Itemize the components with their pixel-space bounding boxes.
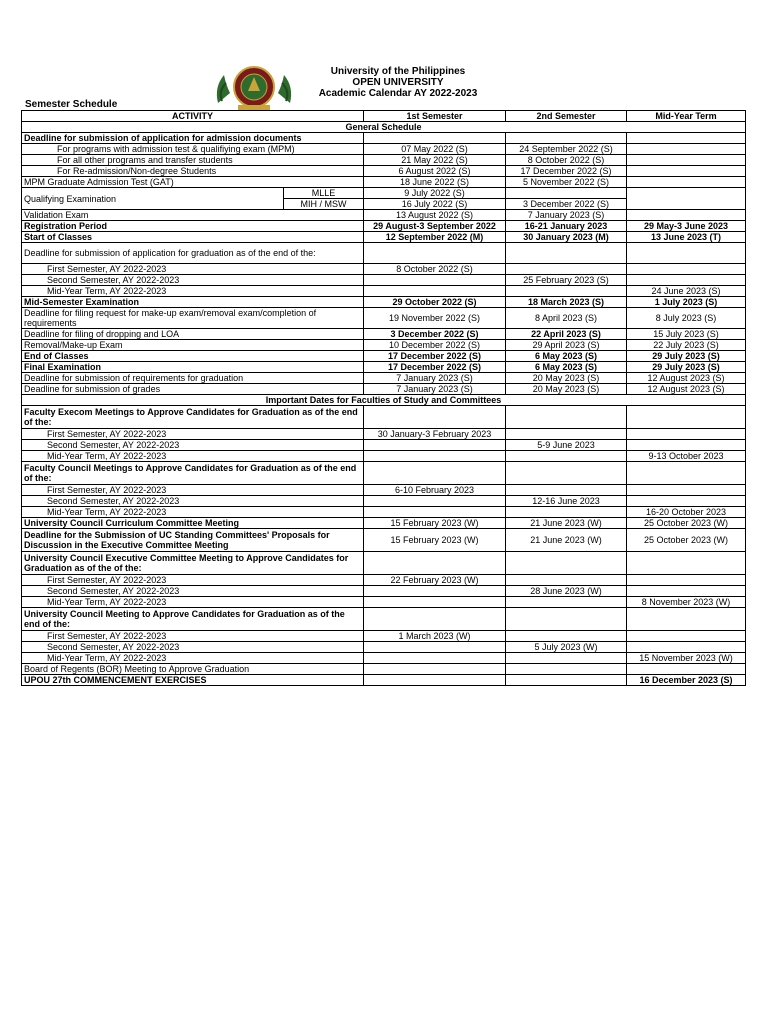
sem2-cell bbox=[506, 243, 627, 264]
table-row bbox=[22, 351, 746, 362]
sem1-cell bbox=[364, 406, 506, 429]
sem2-cell: 22 April 2023 (S) bbox=[506, 329, 627, 340]
sem1-cell bbox=[364, 664, 506, 675]
sem1-cell: 7 January 2023 (S) bbox=[364, 384, 506, 395]
midyear-cell: 13 June 2023 (T) bbox=[627, 232, 746, 243]
table-row bbox=[22, 631, 746, 642]
midyear-cell: 9-13 October 2023 bbox=[627, 451, 746, 462]
midyear-cell bbox=[627, 275, 746, 286]
midyear-cell bbox=[627, 243, 746, 264]
sem1-cell: 18 June 2022 (S) bbox=[364, 177, 506, 188]
table-row bbox=[22, 675, 746, 686]
sem2-cell: 21 June 2023 (W) bbox=[506, 529, 627, 552]
midyear-cell: 25 October 2023 (W) bbox=[627, 529, 746, 552]
activity-cell: MPM Graduate Admission Test (GAT) bbox=[22, 177, 364, 188]
activity-cell: Faculty Council Meetings to Approve Candidates for Graduation as of the end of the: bbox=[22, 462, 364, 485]
sem1-cell: 29 August-3 September 2022 bbox=[364, 221, 506, 232]
activity-cell: Start of Classes bbox=[22, 232, 364, 243]
midyear-cell bbox=[627, 664, 746, 675]
table-row bbox=[22, 329, 746, 340]
midyear-cell: 12 August 2023 (S) bbox=[627, 373, 746, 384]
activity-cell: Qualifying Examination bbox=[22, 188, 284, 210]
table-row bbox=[22, 264, 746, 275]
semester-schedule-label: Semester Schedule bbox=[25, 99, 118, 110]
sem1-cell: 15 February 2023 (W) bbox=[364, 529, 506, 552]
table-row bbox=[22, 507, 746, 518]
sem1-cell bbox=[364, 133, 506, 144]
table-row bbox=[22, 653, 746, 664]
sem2-cell: 6 May 2023 (S) bbox=[506, 362, 627, 373]
table-row bbox=[22, 406, 746, 429]
midyear-cell bbox=[627, 406, 746, 429]
midyear-cell: 15 November 2023 (W) bbox=[627, 653, 746, 664]
midyear-cell: 29 July 2023 (S) bbox=[627, 362, 746, 373]
header-calendar-title: Academic Calendar AY 2022-2023 bbox=[318, 88, 478, 99]
sem2-cell bbox=[506, 552, 627, 575]
midyear-cell bbox=[627, 440, 746, 451]
table-row bbox=[22, 552, 746, 575]
table-row bbox=[22, 155, 746, 166]
table-row bbox=[22, 586, 746, 597]
midyear-cell bbox=[627, 642, 746, 653]
sem2-cell: 20 May 2023 (S) bbox=[506, 384, 627, 395]
table-row bbox=[22, 243, 746, 264]
sem2-cell bbox=[506, 675, 627, 686]
sem1-cell bbox=[364, 653, 506, 664]
activity-cell: First Semester, AY 2022-2023 bbox=[22, 264, 364, 275]
activity-cell: UPOU 27th COMMENCEMENT EXERCISES bbox=[22, 675, 364, 686]
table-row bbox=[22, 166, 746, 177]
activity-cell: University Council Executive Committee Meeting to Approve Candidates for Graduation as of the of the: bbox=[22, 552, 364, 575]
sem1-cell: 16 July 2022 (S) bbox=[364, 199, 506, 210]
table-row bbox=[22, 133, 746, 144]
col-sem2: 2nd Semester bbox=[506, 111, 627, 122]
activity-cell: For Re-admission/Non-degree Students bbox=[22, 166, 364, 177]
sem2-cell bbox=[506, 133, 627, 144]
activity-cell: Mid-Year Term, AY 2022-2023 bbox=[22, 653, 364, 664]
midyear-cell: 15 July 2023 (S) bbox=[627, 329, 746, 340]
sem2-cell bbox=[506, 462, 627, 485]
sem2-cell: 17 December 2022 (S) bbox=[506, 166, 627, 177]
table-row bbox=[22, 597, 746, 608]
midyear-cell bbox=[627, 575, 746, 586]
midyear-cell bbox=[627, 133, 746, 144]
midyear-cell bbox=[627, 429, 746, 440]
sem1-cell: 21 May 2022 (S) bbox=[364, 155, 506, 166]
sem2-cell bbox=[506, 597, 627, 608]
activity-cell: Removal/Make-up Exam bbox=[22, 340, 364, 351]
sem2-cell bbox=[506, 575, 627, 586]
activity-cell: Mid-Year Term, AY 2022-2023 bbox=[22, 451, 364, 462]
midyear-cell: 24 June 2023 (S) bbox=[627, 286, 746, 297]
sem1-cell: 12 September 2022 (M) bbox=[364, 232, 506, 243]
sem1-cell bbox=[364, 507, 506, 518]
table-row bbox=[22, 177, 746, 188]
midyear-cell: 16 December 2023 (S) bbox=[627, 675, 746, 686]
midyear-cell bbox=[627, 496, 746, 507]
up-seal-logo bbox=[212, 63, 296, 111]
table-row bbox=[22, 462, 746, 485]
sem2-cell bbox=[506, 631, 627, 642]
midyear-cell bbox=[627, 485, 746, 496]
activity-cell: Deadline for submission of requirements for graduation bbox=[22, 373, 364, 384]
activity-cell: First Semester, AY 2022-2023 bbox=[22, 575, 364, 586]
sem1-cell bbox=[364, 586, 506, 597]
midyear-cell: 22 July 2023 (S) bbox=[627, 340, 746, 351]
midyear-cell: 16-20 October 2023 bbox=[627, 507, 746, 518]
qualifying-sub-label: MIH / MSW bbox=[284, 199, 364, 210]
sem1-cell: 07 May 2022 (S) bbox=[364, 144, 506, 155]
activity-cell: First Semester, AY 2022-2023 bbox=[22, 429, 364, 440]
sem2-cell bbox=[506, 485, 627, 496]
table-row bbox=[22, 232, 746, 243]
table-row bbox=[22, 221, 746, 232]
sem2-cell: 30 January 2023 (M) bbox=[506, 232, 627, 243]
activity-cell: Deadline for submission of grades bbox=[22, 384, 364, 395]
sem1-cell: 6-10 February 2023 bbox=[364, 485, 506, 496]
midyear-cell: 29 July 2023 (S) bbox=[627, 351, 746, 362]
table-row bbox=[22, 210, 746, 221]
sem2-cell: 8 October 2022 (S) bbox=[506, 155, 627, 166]
midyear-cell bbox=[627, 462, 746, 485]
table-row bbox=[22, 144, 746, 155]
sem1-cell: 17 December 2022 (S) bbox=[364, 351, 506, 362]
sem2-cell bbox=[506, 264, 627, 275]
table-row bbox=[22, 373, 746, 384]
midyear-cell bbox=[627, 144, 746, 155]
sem1-cell: 1 March 2023 (W) bbox=[364, 631, 506, 642]
section-title: Important Dates for Faculties of Study and Committees bbox=[22, 395, 746, 406]
sem2-cell: 29 April 2023 (S) bbox=[506, 340, 627, 351]
table-row bbox=[22, 362, 746, 373]
sem1-cell: 15 February 2023 (W) bbox=[364, 518, 506, 529]
sem1-cell bbox=[364, 597, 506, 608]
sem1-cell: 22 February 2023 (W) bbox=[364, 575, 506, 586]
sem2-cell bbox=[506, 429, 627, 440]
sem2-cell: 3 December 2022 (S) bbox=[506, 199, 627, 210]
table-row bbox=[22, 529, 746, 552]
sem2-cell bbox=[506, 451, 627, 462]
section-general bbox=[22, 122, 746, 133]
sem1-cell: 29 October 2022 (S) bbox=[364, 297, 506, 308]
sem1-cell bbox=[364, 642, 506, 653]
sem1-cell: 9 July 2022 (S) bbox=[364, 188, 506, 199]
table-row bbox=[22, 451, 746, 462]
midyear-cell bbox=[627, 177, 746, 188]
sem2-cell: 12-16 June 2023 bbox=[506, 496, 627, 507]
sem2-cell: 6 May 2023 (S) bbox=[506, 351, 627, 362]
table-row bbox=[22, 575, 746, 586]
table-header-row bbox=[22, 111, 746, 122]
sem2-cell: 7 January 2023 (S) bbox=[506, 210, 627, 221]
sem2-cell bbox=[506, 188, 627, 199]
sem1-cell: 6 August 2022 (S) bbox=[364, 166, 506, 177]
sem2-cell bbox=[506, 507, 627, 518]
sem1-cell bbox=[364, 275, 506, 286]
sem2-cell bbox=[506, 608, 627, 631]
sem2-cell bbox=[506, 653, 627, 664]
midyear-cell: 12 August 2023 (S) bbox=[627, 384, 746, 395]
activity-cell: Faculty Execom Meetings to Approve Candidates for Graduation as of the end of the: bbox=[22, 406, 364, 429]
activity-cell: Mid-Year Term, AY 2022-2023 bbox=[22, 597, 364, 608]
activity-cell: Validation Exam bbox=[22, 210, 364, 221]
table-row bbox=[22, 642, 746, 653]
midyear-cell bbox=[627, 608, 746, 631]
table-row bbox=[22, 664, 746, 675]
midyear-cell: 8 November 2023 (W) bbox=[627, 597, 746, 608]
col-midyear: Mid-Year Term bbox=[627, 111, 746, 122]
sem1-cell: 17 December 2022 (S) bbox=[364, 362, 506, 373]
sem1-cell bbox=[364, 496, 506, 507]
midyear-cell bbox=[627, 188, 746, 210]
sem2-cell: 18 March 2023 (S) bbox=[506, 297, 627, 308]
activity-cell: Mid-Semester Examination bbox=[22, 297, 364, 308]
activity-cell: For all other programs and transfer students bbox=[22, 155, 364, 166]
activity-cell: Board of Regents (BOR) Meeting to Approve Graduation bbox=[22, 664, 364, 675]
midyear-cell bbox=[627, 264, 746, 275]
activity-cell: Final Examination bbox=[22, 362, 364, 373]
midyear-cell bbox=[627, 155, 746, 166]
activity-cell: Second Semester, AY 2022-2023 bbox=[22, 275, 364, 286]
midyear-cell bbox=[627, 631, 746, 642]
sem2-cell bbox=[506, 664, 627, 675]
sem1-cell: 19 November 2022 (S) bbox=[364, 308, 506, 329]
academic-calendar-table bbox=[21, 110, 746, 686]
activity-cell: Second Semester, AY 2022-2023 bbox=[22, 586, 364, 597]
table-row bbox=[22, 297, 746, 308]
activity-cell: Second Semester, AY 2022-2023 bbox=[22, 496, 364, 507]
col-sem1: 1st Semester bbox=[364, 111, 506, 122]
sem2-cell: 20 May 2023 (S) bbox=[506, 373, 627, 384]
sem2-cell: 5 November 2022 (S) bbox=[506, 177, 627, 188]
activity-cell: Mid-Year Term, AY 2022-2023 bbox=[22, 286, 364, 297]
table-row bbox=[22, 340, 746, 351]
sem2-cell: 25 February 2023 (S) bbox=[506, 275, 627, 286]
sem2-cell: 5-9 June 2023 bbox=[506, 440, 627, 451]
sem1-cell: 8 October 2022 (S) bbox=[364, 264, 506, 275]
activity-cell: Deadline for filing request for make-up exam/removal exam/completion of requirements bbox=[22, 308, 364, 329]
sem1-cell bbox=[364, 552, 506, 575]
table-row bbox=[22, 286, 746, 297]
sem2-cell: 24 September 2022 (S) bbox=[506, 144, 627, 155]
sem2-cell: 8 April 2023 (S) bbox=[506, 308, 627, 329]
activity-cell: Second Semester, AY 2022-2023 bbox=[22, 642, 364, 653]
sem1-cell: 7 January 2023 (S) bbox=[364, 373, 506, 384]
midyear-cell bbox=[627, 552, 746, 575]
sem1-cell bbox=[364, 243, 506, 264]
midyear-cell: 25 October 2023 (W) bbox=[627, 518, 746, 529]
sem2-cell: 28 June 2023 (W) bbox=[506, 586, 627, 597]
table-row bbox=[22, 496, 746, 507]
activity-cell: Second Semester, AY 2022-2023 bbox=[22, 440, 364, 451]
activity-cell: End of Classes bbox=[22, 351, 364, 362]
table-row bbox=[22, 440, 746, 451]
midyear-cell: 29 May-3 June 2023 bbox=[627, 221, 746, 232]
activity-cell: Deadline for submission of application for graduation as of the end of the: bbox=[22, 243, 364, 264]
table-row bbox=[22, 188, 746, 199]
activity-cell: Mid-Year Term, AY 2022-2023 bbox=[22, 507, 364, 518]
sem1-cell: 30 January-3 February 2023 bbox=[364, 429, 506, 440]
sem1-cell: 13 August 2022 (S) bbox=[364, 210, 506, 221]
table-row bbox=[22, 485, 746, 496]
activity-cell: Deadline for the Submission of UC Standing Committees' Proposals for Discussion in the Executive Committee Meeting bbox=[22, 529, 364, 552]
sem2-cell: 21 June 2023 (W) bbox=[506, 518, 627, 529]
header-open-university: OPEN UNIVERSITY bbox=[352, 77, 444, 88]
midyear-cell: 1 July 2023 (S) bbox=[627, 297, 746, 308]
section-title: General Schedule bbox=[22, 122, 746, 133]
qualifying-sub-label: MLLE bbox=[284, 188, 364, 199]
table-row bbox=[22, 429, 746, 440]
sem1-cell bbox=[364, 286, 506, 297]
table-row bbox=[22, 608, 746, 631]
table-row bbox=[22, 308, 746, 329]
sem2-cell: 5 July 2023 (W) bbox=[506, 642, 627, 653]
activity-cell: Registration Period bbox=[22, 221, 364, 232]
header-university: University of the Philippines bbox=[330, 66, 466, 77]
sem2-cell bbox=[506, 286, 627, 297]
activity-cell: First Semester, AY 2022-2023 bbox=[22, 485, 364, 496]
sem2-cell: 16-21 January 2023 bbox=[506, 221, 627, 232]
sem1-cell bbox=[364, 462, 506, 485]
sem1-cell bbox=[364, 451, 506, 462]
activity-cell: University Council Meeting to Approve Candidates for Graduation as of the end of the: bbox=[22, 608, 364, 631]
sem1-cell bbox=[364, 440, 506, 451]
sem1-cell: 10 December 2022 (S) bbox=[364, 340, 506, 351]
col-activity: ACTIVITY bbox=[22, 111, 364, 122]
midyear-cell bbox=[627, 210, 746, 221]
sem1-cell: 3 December 2022 (S) bbox=[364, 329, 506, 340]
midyear-cell: 8 July 2023 (S) bbox=[627, 308, 746, 329]
midyear-cell bbox=[627, 586, 746, 597]
table-row bbox=[22, 275, 746, 286]
table-row bbox=[22, 384, 746, 395]
activity-cell: University Council Curriculum Committee Meeting bbox=[22, 518, 364, 529]
activity-cell: First Semester, AY 2022-2023 bbox=[22, 631, 364, 642]
activity-cell: Deadline for filing of dropping and LOA bbox=[22, 329, 364, 340]
sem1-cell bbox=[364, 675, 506, 686]
sem1-cell bbox=[364, 608, 506, 631]
activity-cell: Deadline for submission of application for admission documents bbox=[22, 133, 364, 144]
activity-cell: For programs with admission test & qualifiying exam (MPM) bbox=[22, 144, 364, 155]
midyear-cell bbox=[627, 166, 746, 177]
section-important bbox=[22, 395, 746, 406]
table-row bbox=[22, 518, 746, 529]
sem2-cell bbox=[506, 406, 627, 429]
